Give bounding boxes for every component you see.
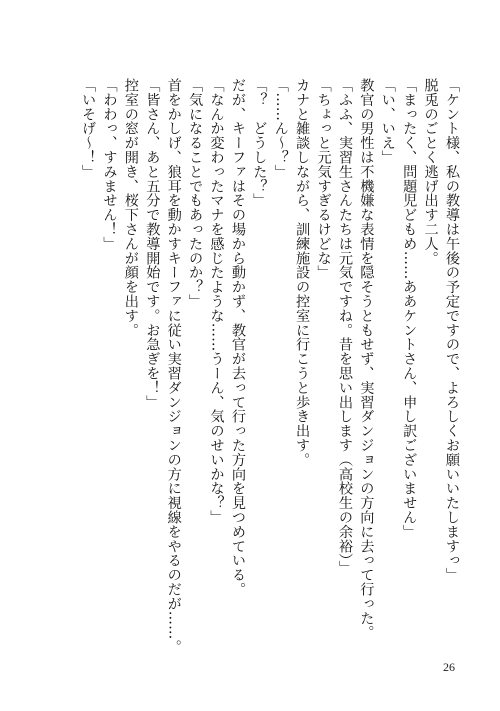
text-line: だが、キーファはその場から動かず、教官が去って行った方向を見つめている。 [229, 78, 246, 597]
text-line: 「なんか変わったマナを感じたような……うーん、気のせいかな？」 [208, 78, 225, 525]
text-line: 「い、いえ」 [379, 78, 396, 165]
text-line: カナと雑談しながら、訓練施設の控室に行こうと歩き出す。 [294, 78, 311, 467]
text-line: 「わわっ、すみません！」 [101, 78, 118, 251]
body-text [77, 78, 462, 654]
text-line: 「まったく、問題児どもめ……ああケントさん、申し訳ございません」 [401, 78, 418, 539]
text-line: 脱兎のごとく逃げ出す二人。 [422, 78, 439, 266]
text-line: 教官の男性は不機嫌な表情を隠そうともせず、実習ダンジョンの方向に去って行った。 [358, 78, 375, 640]
text-line: 「ふふ、実習生さんたちは元気ですね。昔を思い出します（高校生の余裕）」 [336, 78, 353, 575]
text-line: 「気になることでもあったのか？」 [187, 78, 204, 309]
page-number: 26 [443, 660, 455, 674]
text-line: 「ケント様、私の教導は午後の予定ですので、よろしくお願いいたしますっ」 [444, 78, 460, 582]
text-line: 控室の窓が開き、桜下さんが顔を出す。 [122, 78, 139, 338]
text-line: 「……ん〜？」 [272, 78, 289, 179]
text-line: 「ちょっと元気すぎるけどな」 [315, 78, 332, 280]
text-line: 首をかしげ、狼耳を動かすキーファに従い実習ダンジョンの方に視線をやるのだが……。 [165, 78, 182, 654]
text-line: 「皆さん、あと五分で教導開始です。お急ぎを！」 [144, 78, 161, 410]
text-line: 「いそげ〜！」 [80, 78, 97, 179]
text-line: 「？ どうした？」 [251, 78, 268, 208]
